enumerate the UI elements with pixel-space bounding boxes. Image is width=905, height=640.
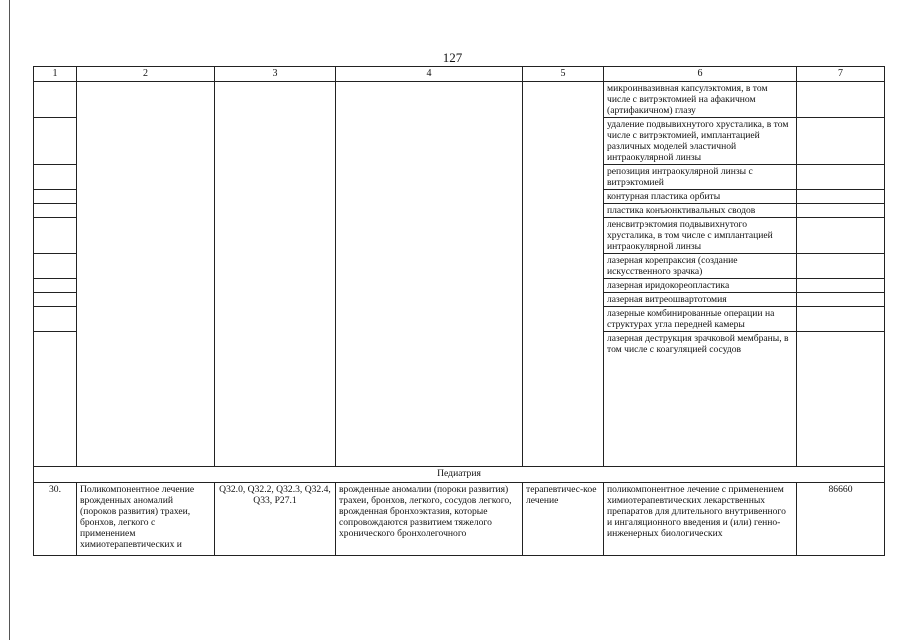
section-row (34, 467, 885, 483)
column-number: 3 (215, 67, 336, 82)
treatment-type-cell-continued (523, 82, 604, 467)
cost-cell (797, 254, 885, 279)
cost-cell (797, 218, 885, 254)
number-cell (34, 332, 77, 467)
number-cell (34, 190, 77, 204)
codes-cell-continued (215, 82, 336, 467)
row-codes: Q32.0, Q32.2, Q32.3, Q32.4, Q33, P27.1 (215, 483, 336, 556)
column-number: 2 (77, 67, 215, 82)
cost-cell (797, 118, 885, 165)
name-cell-continued (77, 82, 215, 467)
page-left-rule (9, 0, 10, 640)
number-cell (34, 307, 77, 332)
model-cell-continued (336, 82, 523, 467)
method-cell: лазерная витреошвартотомия (604, 293, 797, 307)
row-treatment-type: терапевтичес-кое лечение (523, 483, 604, 556)
method-cell: лазерные комбинированные операции на структурах угла передней камеры (604, 307, 797, 332)
cost-cell (797, 204, 885, 218)
number-cell (34, 218, 77, 254)
row-method: поликомпонентное лечение с применением химиотерапевтических лекарственных препаратов для длительного внутривенного и ингаляционного введения и (или) генно-инженерных биологических (604, 483, 797, 556)
table-row (34, 82, 885, 118)
cost-cell (797, 190, 885, 204)
method-cell: репозиция интраокулярной линзы с витрэктомией (604, 165, 797, 190)
method-cell: микроинвазивная капсулэктомия, в том числе с витрэктомией на афакичном (артифакичном) глазу (604, 82, 797, 118)
method-cell: лазерная иридокореопластика (604, 279, 797, 293)
medical-care-table (33, 66, 885, 556)
table-row-30 (34, 483, 885, 556)
row-number: 30. (34, 483, 77, 556)
number-cell (34, 293, 77, 307)
column-number: 1 (34, 67, 77, 82)
number-cell (34, 118, 77, 165)
section-title: Педиатрия (34, 467, 885, 483)
method-cell: удаление подвывихнутого хрусталика, в том числе с витрэктомией, имплантацией различных моделей эластичной интраокулярной линзы (604, 118, 797, 165)
row-name: Поликомпонентное лечение врожденных аномалий (пороков развития) трахеи, бронхов, легкого с применением химиотерапевтических и (77, 483, 215, 556)
cost-cell (797, 332, 885, 467)
cost-cell (797, 165, 885, 190)
page-number: 127 (442, 50, 463, 65)
method-cell: контурная пластика орбиты (604, 190, 797, 204)
column-number: 5 (523, 67, 604, 82)
column-number: 7 (797, 67, 885, 82)
cost-cell (797, 293, 885, 307)
number-cell (34, 82, 77, 118)
column-number: 4 (336, 67, 523, 82)
method-cell: пластика конъюнктивальных сводов (604, 204, 797, 218)
number-cell (34, 165, 77, 190)
number-cell (34, 204, 77, 218)
method-cell: ленсвитрэктомия подвывихнутого хрусталика, в том числе с имплантацией интраокулярной линзы (604, 218, 797, 254)
row-model: врожденные аномалии (пороки развития) трахеи, бронхов, легкого, сосудов легкого, врожденная бронхоэктазия, которые сопровождаются развитием тяжелого хронического бронхолегочного (336, 483, 523, 556)
method-cell: лазерная корепраксия (создание искусственного зрачка) (604, 254, 797, 279)
column-number-row (34, 67, 885, 82)
cost-cell (797, 307, 885, 332)
number-cell (34, 279, 77, 293)
cost-cell (797, 82, 885, 118)
column-number: 6 (604, 67, 797, 82)
row-cost: 86660 (797, 483, 885, 556)
number-cell (34, 254, 77, 279)
cost-cell (797, 279, 885, 293)
method-cell: лазерная деструкция зрачковой мембраны, в том числе с коагуляцией сосудов (604, 332, 797, 467)
